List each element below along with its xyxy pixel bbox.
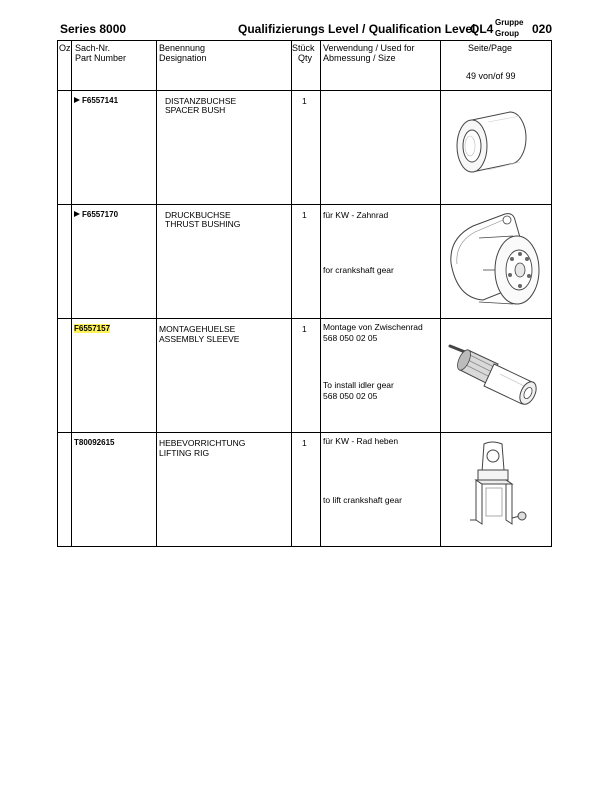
series-title: Series 8000 — [60, 22, 127, 36]
table-row-part-number: F6557141 — [74, 96, 118, 106]
column-divider — [440, 41, 441, 546]
table-row-designation-en: THRUST BUSHING — [165, 219, 241, 229]
table-row-designation-de: DRUCKBUCHSE — [165, 210, 231, 220]
table-row-designation-de: MONTAGEHUELSE — [159, 324, 236, 334]
header-oz: Oz — [59, 43, 71, 53]
header-use-en: Abmessung / Size — [323, 53, 396, 63]
table-row-usage-de: für KW - Zahnrad — [323, 210, 389, 220]
table-row-usage-en: to lift crankshaft gear — [323, 495, 402, 505]
arrow-marker-icon — [74, 97, 80, 103]
group-label: Group — [495, 29, 519, 38]
table-row-qty: 1 — [302, 324, 307, 334]
group-number: 020 — [532, 22, 553, 36]
page-number: 49 von/of 99 — [466, 71, 516, 81]
table-row-designation-en: ASSEMBLY SLEEVE — [159, 334, 240, 344]
row-divider — [58, 318, 551, 319]
qualification-title: Qualifizierungs Level / Qualification Level — [238, 22, 476, 36]
table-row-qty: 1 — [302, 96, 307, 106]
table-row-qty: 1 — [302, 438, 307, 448]
table-row-designation-de: DISTANZBUCHSE — [165, 96, 237, 106]
table-row-usage-de-2: 568 050 02 05 — [323, 333, 378, 343]
column-divider — [156, 41, 157, 546]
table-row-part-number: T80092615 — [74, 438, 115, 447]
column-divider — [291, 41, 292, 546]
row-divider — [58, 432, 551, 433]
header-qty-en: Qty — [298, 53, 313, 63]
header-qty-de: Stück — [292, 43, 315, 53]
header-part-de: Sach-Nr. — [75, 43, 111, 53]
gruppe-label: Gruppe — [495, 18, 524, 27]
level-code: QL4 — [470, 22, 494, 36]
row-divider — [58, 204, 551, 205]
header-page-label: Seite/Page — [468, 43, 513, 53]
table-row-designation-en: SPACER BUSH — [165, 105, 226, 115]
assembly-sleeve-illustration — [448, 330, 548, 414]
arrow-marker-icon — [74, 211, 80, 217]
table-row-usage-en: To install idler gear — [323, 380, 394, 390]
row-divider — [58, 90, 551, 91]
table-row-designation-de: HEBEVORRICHTUNG — [159, 438, 246, 448]
lifting-rig-illustration — [462, 440, 532, 540]
table-row-part-number: F6557157 — [74, 324, 111, 333]
table-row-part-number: F6557170 — [74, 210, 118, 220]
column-divider — [71, 41, 72, 546]
table-row-usage-de: für KW - Rad heben — [323, 436, 399, 446]
header-designation-de: Benennung — [159, 43, 206, 53]
header-designation-en: Designation — [159, 53, 207, 63]
thrust-bushing-illustration — [443, 208, 547, 308]
header-part-en: Part Number — [75, 53, 127, 63]
table-row-qty: 1 — [302, 210, 307, 220]
table-row-designation-en: LIFTING RIG — [159, 448, 210, 458]
table-row-usage-en-2: 568 050 02 05 — [323, 391, 378, 401]
table-row-usage-de: Montage von Zwischenrad — [323, 322, 423, 332]
column-divider — [320, 41, 321, 546]
table-row-usage-en: for crankshaft gear — [323, 265, 394, 275]
spacer-bush-illustration — [448, 100, 544, 180]
header-use-de: Verwendung / Used for — [323, 43, 415, 53]
